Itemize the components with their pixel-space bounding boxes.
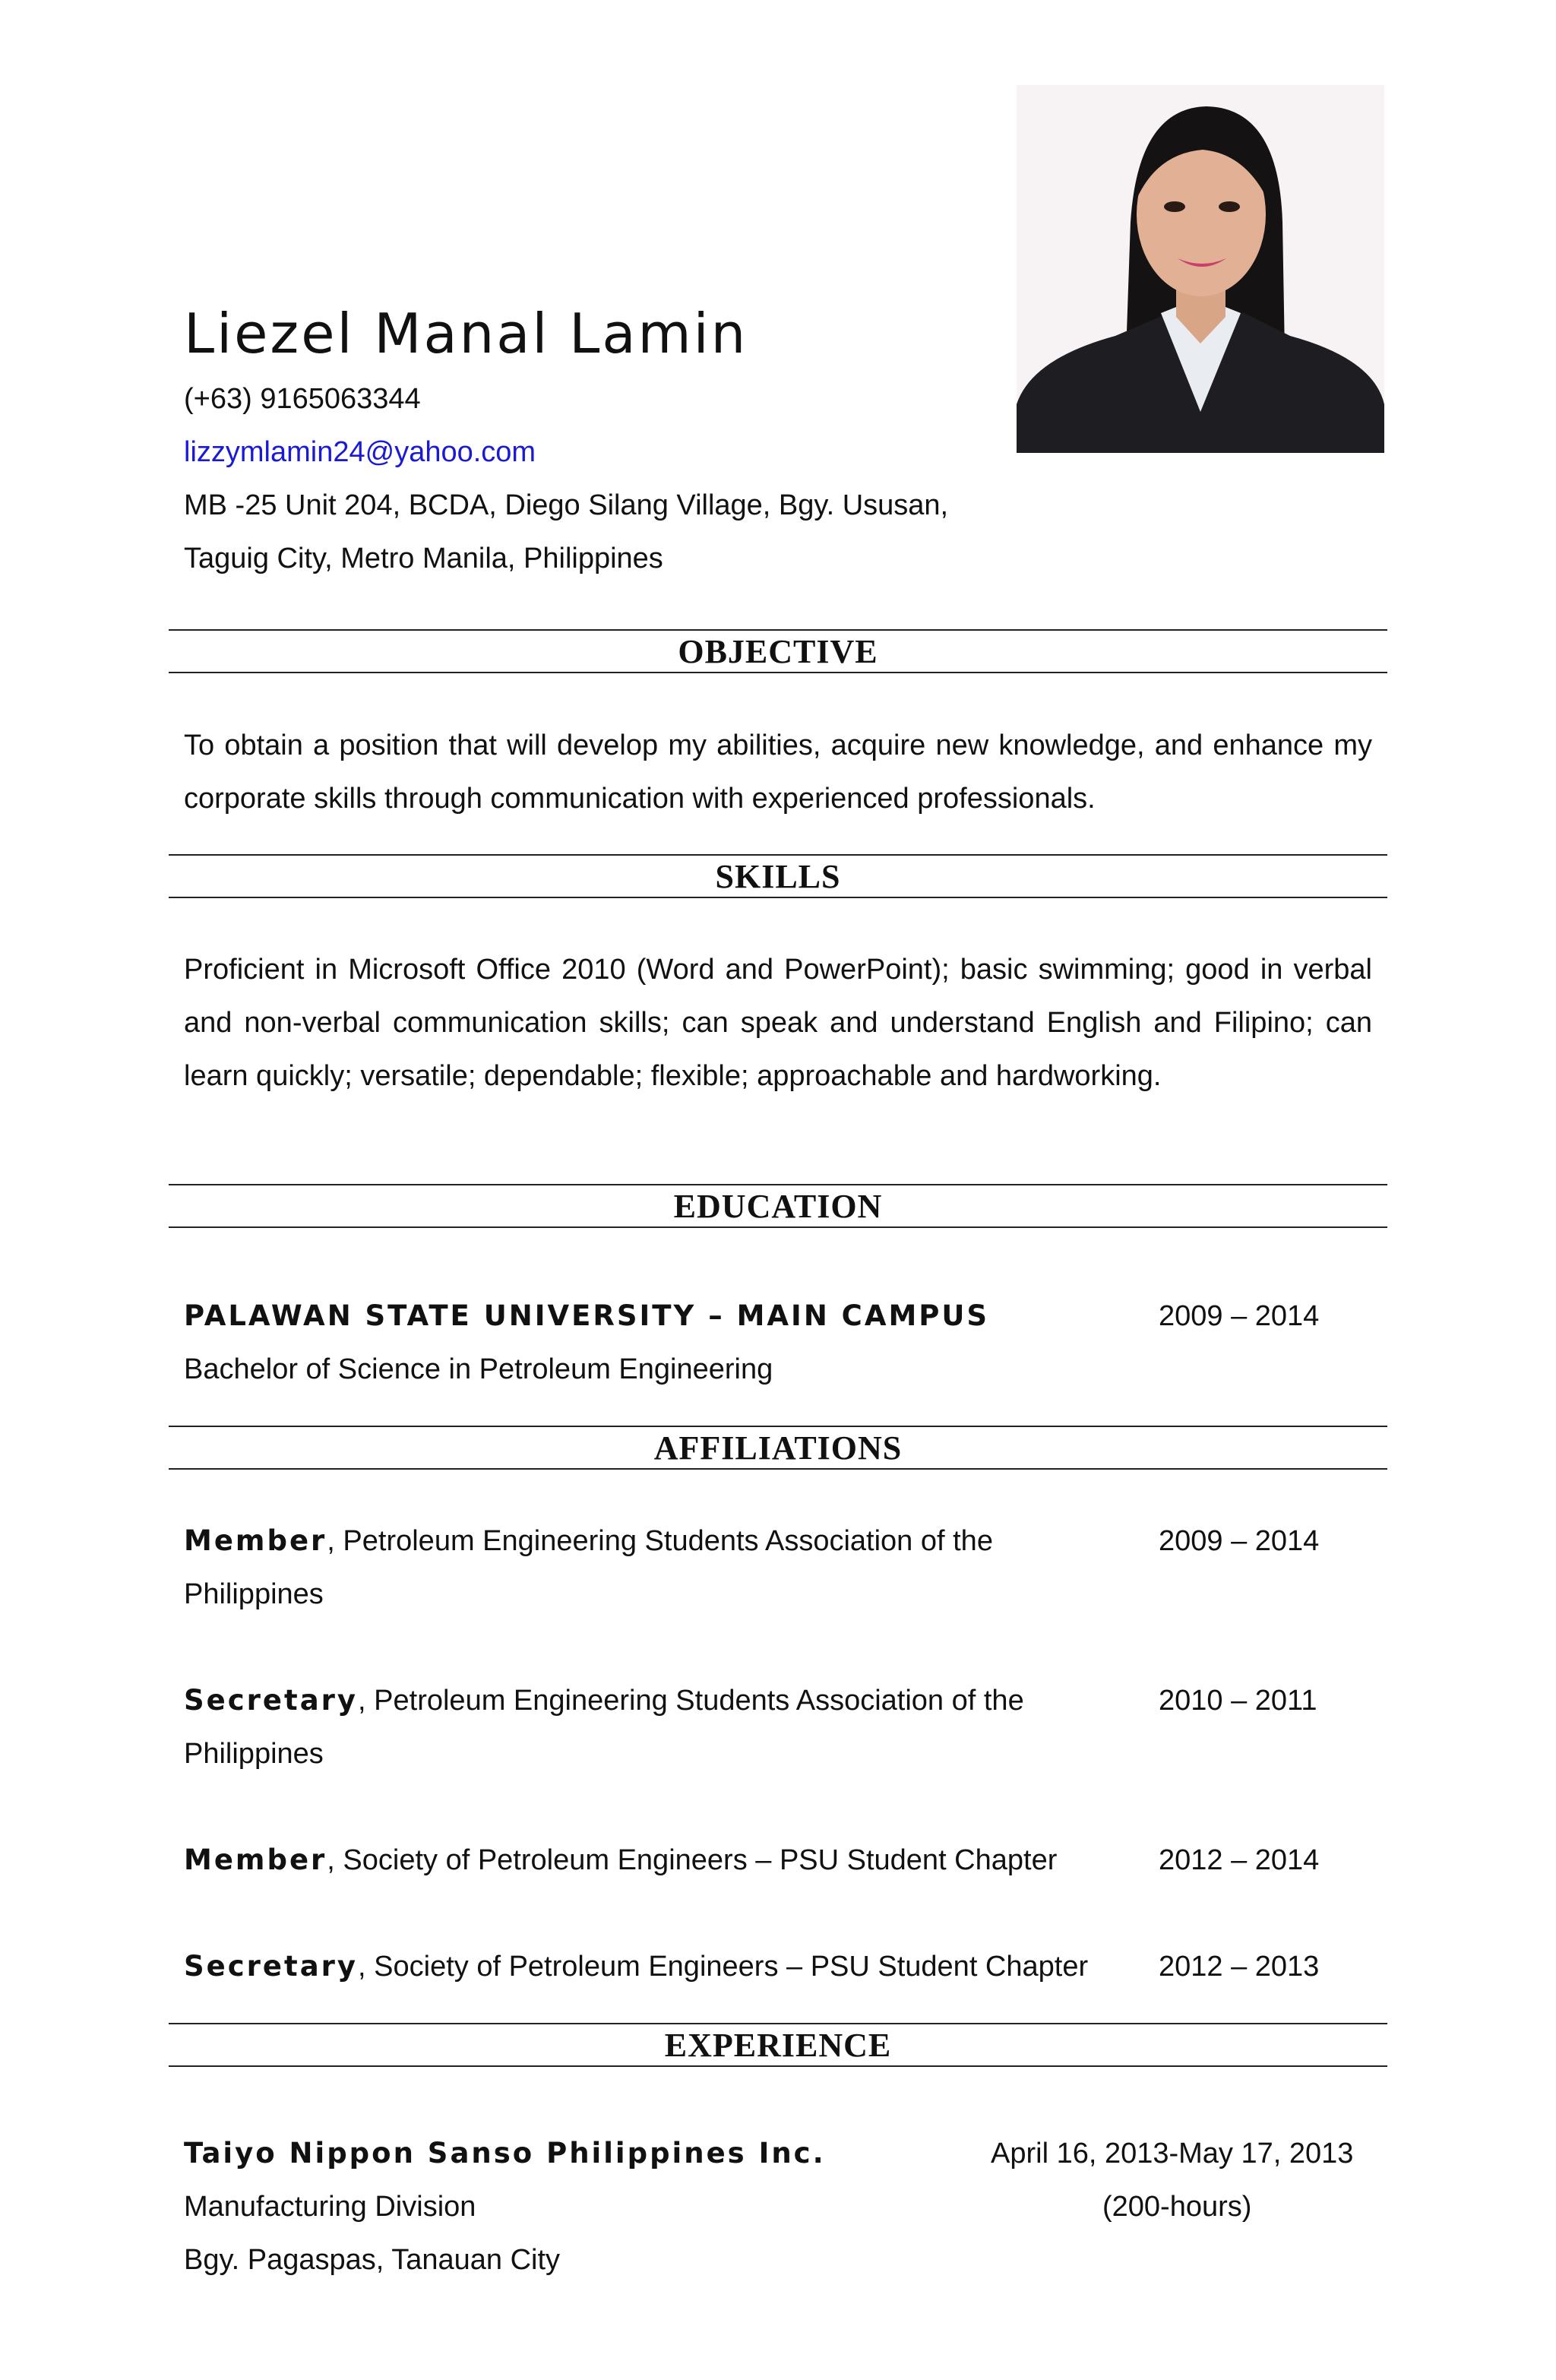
divider: [169, 1426, 1387, 1427]
experience-hours: (200-hours): [1102, 2191, 1252, 2223]
affiliation-org: , Petroleum Engineering Students Association of the: [358, 1685, 1024, 1717]
company-location: Bgy. Pagaspas, Tanauan City: [184, 2244, 561, 2276]
experience-heading: EXPERIENCE: [664, 2027, 892, 2064]
skills-text: Proficient in Microsoft Office 2010 (Word and PowerPoint); basic swimming; good in verbal and non-verbal communication skills; can speak and understand English and Filipino; can learn quickly; versatile; dependable; flexible; approachable and hardworking.: [184, 954, 1372, 1092]
skills-heading: SKILLS: [715, 858, 841, 895]
affiliations-heading: AFFILIATIONS: [653, 1429, 903, 1467]
affiliation-years: 2010 – 2011: [1159, 1685, 1317, 1717]
divider: [169, 1226, 1387, 1228]
candidate-name: Liezel Manal Lamin: [184, 302, 748, 366]
affiliation-org: , Society of Petroleum Engineers – PSU Student Chapter: [358, 1951, 1089, 1983]
divider: [169, 1184, 1387, 1185]
divider: [169, 1468, 1387, 1470]
affiliation-role: Secretary: [184, 1950, 359, 1983]
experience-dates: April 16, 2013-May 17, 2013: [991, 2138, 1354, 2170]
email-link[interactable]: lizzymlamin24@yahoo.com: [184, 436, 536, 468]
divider: [169, 2065, 1387, 2067]
address-line-2: Taguig City, Metro Manila, Philippines: [184, 543, 663, 574]
affiliation-item: [184, 1514, 993, 1568]
affiliation-role: Secretary: [184, 1684, 359, 1717]
affiliation-role: Member: [184, 1844, 327, 1876]
affiliation-item: [184, 1674, 1024, 1727]
affiliation-org-continued: Philippines: [184, 1738, 324, 1770]
divider: [169, 672, 1387, 673]
division: Manufacturing Division: [184, 2191, 476, 2223]
affiliation-item: [184, 1940, 1088, 1993]
affiliation-org: , Society of Petroleum Engineers – PSU Student Chapter: [327, 1844, 1058, 1876]
objective-text: To obtain a position that will develop my abilities, acquire new knowledge, and enhance my corporate skills through communication with experienced professionals.: [184, 730, 1372, 815]
school-name: PALAWAN STATE UNIVERSITY – MAIN CAMPUS: [184, 1299, 990, 1332]
affiliation-years: 2009 – 2014: [1159, 1525, 1320, 1557]
portrait-illustration: [1017, 85, 1384, 453]
divider: [169, 629, 1387, 631]
education-years: 2009 – 2014: [1159, 1300, 1320, 1332]
objective-heading: OBJECTIVE: [678, 633, 878, 670]
affiliation-years: 2012 – 2013: [1159, 1951, 1320, 1983]
affiliation-years: 2012 – 2014: [1159, 1844, 1320, 1876]
affiliation-org: , Petroleum Engineering Students Association of the: [327, 1525, 993, 1557]
divider: [169, 854, 1387, 856]
affiliation-role: Member: [184, 1524, 327, 1557]
profile-photo: [1017, 85, 1384, 453]
divider: [169, 2023, 1387, 2024]
affiliation-item: [184, 1834, 1057, 1887]
education-heading: EDUCATION: [673, 1188, 883, 1225]
address-line-1: MB -25 Unit 204, BCDA, Diego Silang Village, Bgy. Ususan,: [184, 489, 949, 521]
phone-number: (+63) 9165063344: [184, 383, 421, 415]
affiliation-org-continued: Philippines: [184, 1578, 324, 1610]
degree: Bachelor of Science in Petroleum Engineering: [184, 1353, 773, 1385]
company-name: Taiyo Nippon Sanso Philippines Inc.: [184, 2137, 826, 2170]
divider: [169, 897, 1387, 898]
